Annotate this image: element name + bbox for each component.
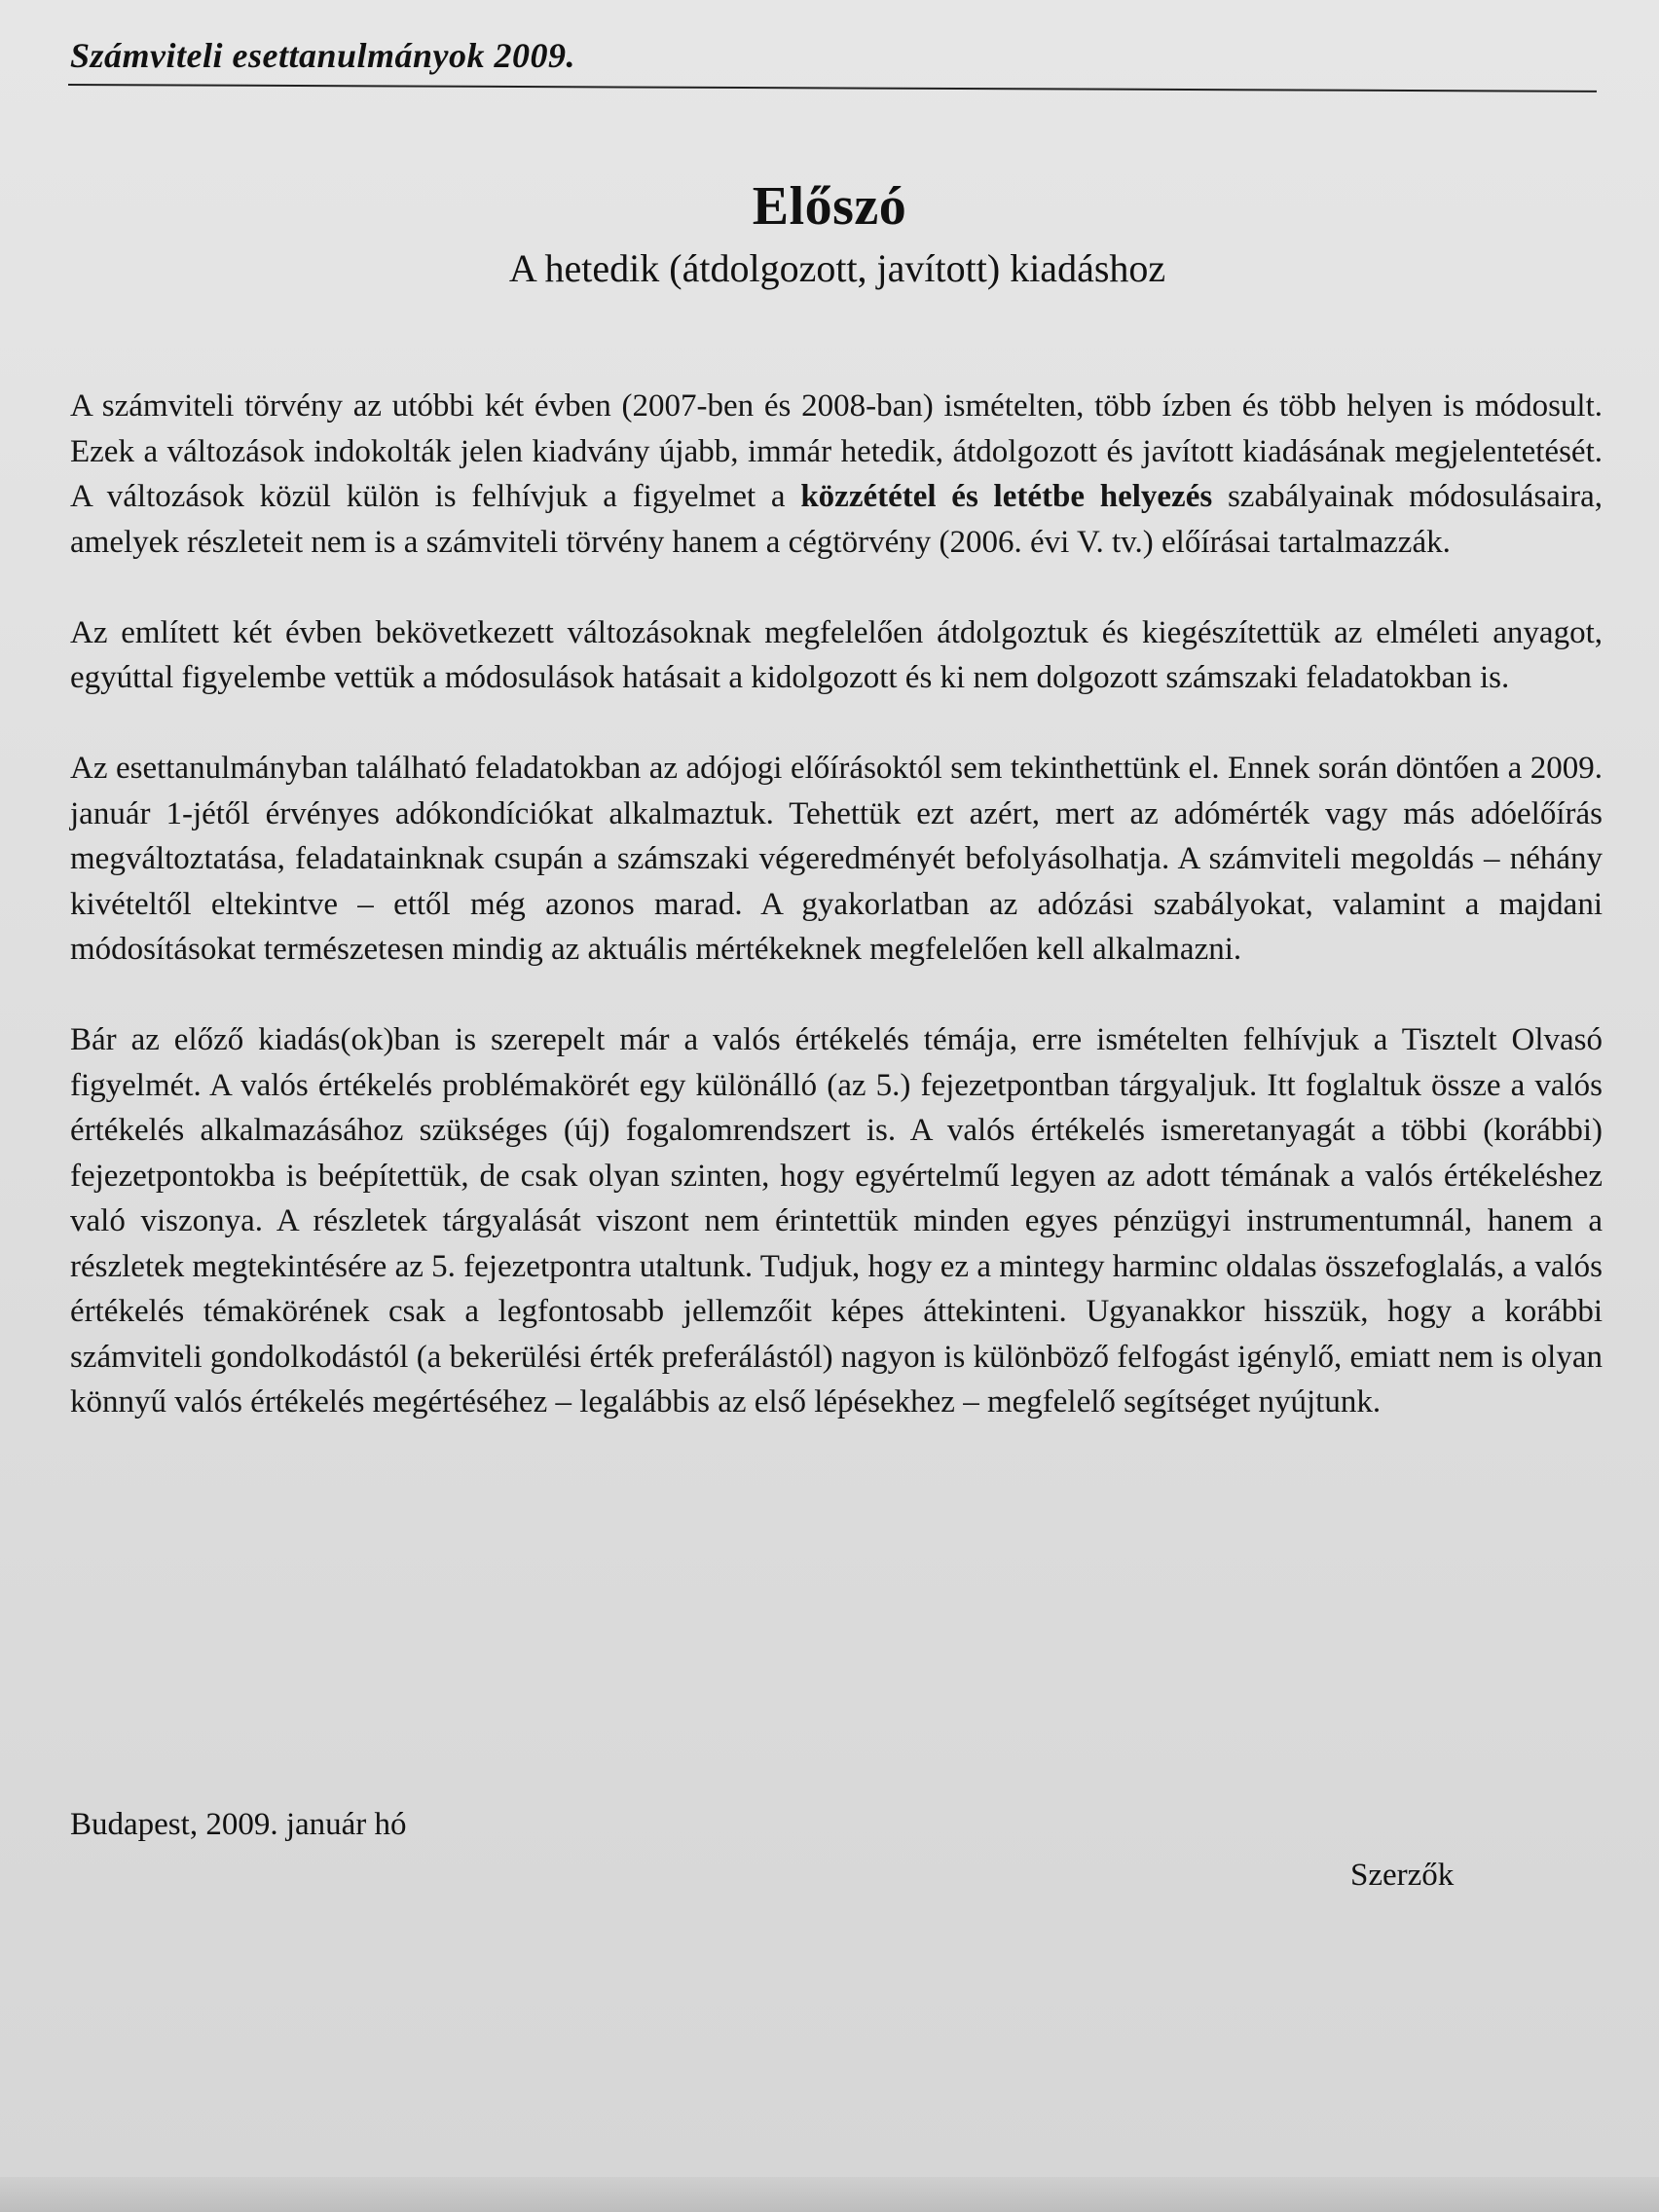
place-and-date: Budapest, 2009. január hó <box>70 1807 407 1842</box>
page-bottom-edge <box>0 2177 1659 2212</box>
paragraph-1-emphasis: közzététel és letétbe helyezés <box>800 479 1213 514</box>
running-header: Számviteli esettanulmányok 2009. <box>70 36 576 75</box>
signature: Szerzők <box>1350 1858 1455 1893</box>
paragraph-3: Az esettanulmányban található feladatokban az adójogi előírásoktól sem tekinthettünk el. Ennek során döntően a 2009. január 1-jétől érvényes adókondíciókat alkalmaztuk. Tehettük ezt azért, mert az adómérték vagy más adóelőírás megváltoztatása, feladatainknak csupán a számszaki végeredményét befolyásolhatja. A számviteli megoldás – néhány kivételtől eltekintve – ettől még azonos marad. A gyakorlatban az adózási szabályokat, valamint a majdani módosításokat természetesen mindig az aktuális mértékeknek megfelelően kell alkalmazni. <box>70 751 1603 967</box>
paragraph-2: Az említett két évben bekövetkezett változásoknak megfelelően átdolgoztuk és kiegészítettük az elméleti anyagot, egyúttal figyelembe vettük a módosulások hatásait a kidolgozott és ki nem dolgozott számszaki feladatokban is. <box>70 614 1603 695</box>
body-text <box>70 384 1603 1470</box>
paragraph-1-text-a: A számviteli törvény az utóbbi két évben (2007-ben és 2008-ban) ismételten, több ízben és több helyen is módosult. Ezek a változások indokolták jelen kiadvány újabb, immár hetedik, átdolgozott és javított kiadásának megjelentetését. A változások közül külön is felhívjuk a figyelmet a <box>70 388 1603 514</box>
paragraph-1 <box>70 384 1603 565</box>
page-subtitle: A hetedik (átdolgozott, javított) kiadáshoz <box>508 246 1166 290</box>
page-title: Előszó <box>752 176 907 237</box>
header-rule <box>68 84 1597 92</box>
paragraph-4: Bár az előző kiadás(ok)ban is szerepelt már a valós értékelés témája, erre ismételten felhívjuk a Tisztelt Olvasó figyelmét. A valós értékelés problémakörét egy különálló (az 5.) fejezetpontban tárgyaljuk. Itt foglaltuk össze a valós értékelés alkalmazásához szükséges (új) fogalomrendszert is. A valós értékelés ismeretanyagát a többi (korábbi) fejezetpontokba is beépítettük, de csak olyan szinten, hogy egyértelmű legyen az adott témának a valós értékeléshez való viszonya. A részletek tárgyalását viszont nem érintettük minden egyes pénzügyi instrumentumnál, hanem a részletek megtekintésére az 5. fejezetpontra utaltunk. Tudjuk, hogy ez a mintegy harminc oldalas összefoglalás, a valós értékelés témakörének csak a legfontosabb jellemzőit képes áttekinteni. Ugyanakkor hisszük, hogy a korábbi számviteli gondolkodástól (a bekerülési érték preferálástól) nagyon is különböző felfogást igénylő, emiatt nem is olyan könnyű valós értékelés megértéséhez – legalábbis az első lépésekhez – megfelelő segítséget nyújtunk. <box>70 1022 1603 1419</box>
paragraph-1-text-b: szabályainak módosulásaira, amelyek részleteit nem is a számviteli törvény hanem a cégtörvény (2006. évi V. tv.) előírásai tartalmazzák. <box>70 479 1603 560</box>
